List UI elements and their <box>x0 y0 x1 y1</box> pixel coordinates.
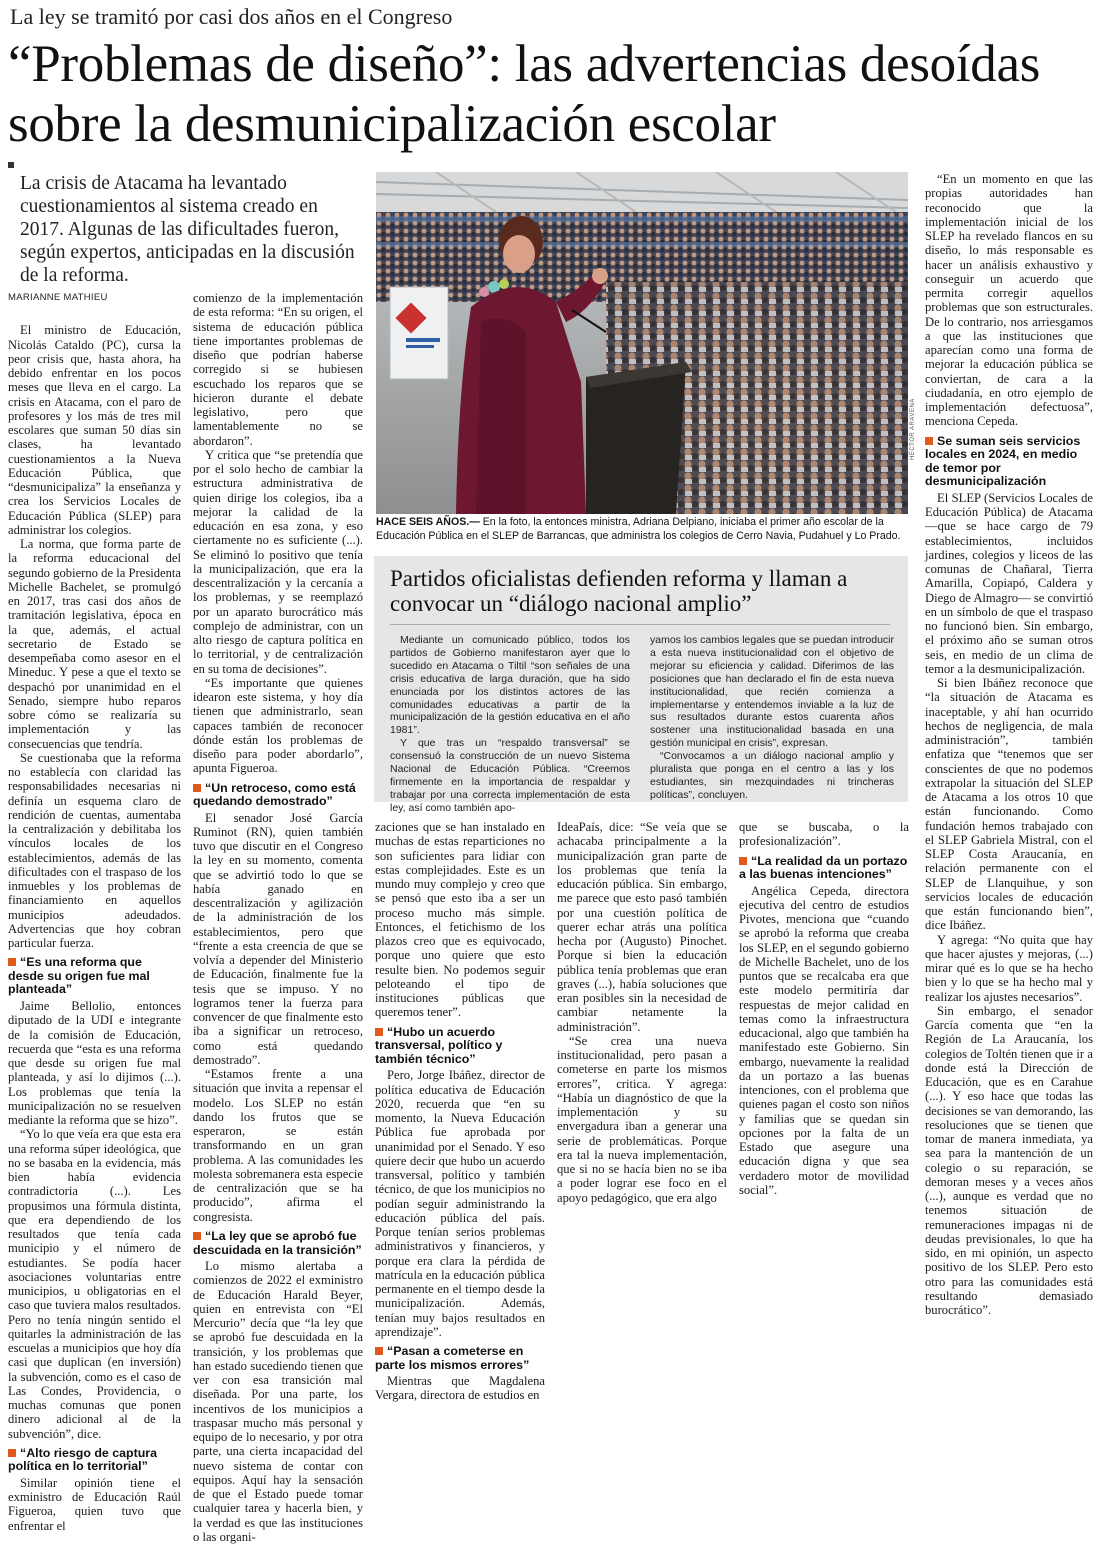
subheading: “Es una reforma que desde su origen fue mal planteada” <box>8 955 150 997</box>
section-square-icon <box>193 1232 201 1240</box>
article-kicker: La ley se tramitó por casi dos años en el Congreso <box>10 4 453 29</box>
column-2 <box>193 291 363 1544</box>
paragraph: Pero, Jorge Ibáñez, director de política educativa de Educación 2020, recuerda que “en su momento, la Nueva Educación Pública fue aprobada por unanimidad por el Senado. Y eso quiere decir que hubo un acuerdo transversal, político y también técnico, de que los municipios no podían seguir administrando la educación pública del país. Porque tenían serios problemas administrativos y financieros, y porque era clara la pérdida de matrícula en la educación pública permanente en el tiempo desde la municipalización. Además, tenían muy bajos resultados en aprendizaje”. <box>375 1068 545 1339</box>
photo-image <box>376 172 908 514</box>
photo-caption <box>376 516 906 543</box>
section-square-icon <box>8 1449 16 1457</box>
sidebar-column-right <box>650 634 894 802</box>
byline: MARIANNE MATHIEU <box>8 292 108 303</box>
subheading: “La realidad da un portazo a las buenas intenciones” <box>739 853 908 882</box>
sidebar-column-left <box>390 634 630 815</box>
subheading: “Pasan a cometerse en parte los mismos errores” <box>375 1344 530 1372</box>
paragraph: IdeaPaís, dice: “Se veía que se achacaba principalmente a la municipalización gran parte de los problemas que tenía la educación pública. Sin embargo, me parece que esto pasó también por una cuestión política de querer echar atrás una política hecha por (Augusto) Pinochet. Porque si bien la educación pública tenía problemas que eran graves (...), había soluciones que eran posibles sin la necesidad de cambiar netamente la administración”. <box>557 820 727 1034</box>
paragraph: que se buscaba, o la profesionalización”. <box>739 820 909 849</box>
paragraph: El senador José García Ruminot (RN), quien también tuvo que discutir en el Congreso la ley en su momento, comenta que se advirtió todo lo que se había ganado en descentralización y agilización de la administración de los establecimientos, pero que “frente a esta creencia de que se volvía a depender del Ministerio de Educación, finalmente fue la tesis que se impuso. Y no logramos tener la fuerza para convencer de que finalmente esto iba a significar un retroceso, como está quedando demostrado”. <box>193 810 363 1067</box>
section-square-icon <box>739 857 747 865</box>
paragraph: Mediante un comunicado público, todos los partidos de Gobierno manifestaron ayer que lo sucedido en Atacama o Tiltil “son señales de una crisis educativa de larga duración, que ha sido enunciada por los distintos actores de las comunidades educativas a partir de la municipalización de la gestión educativa en el año 1981”. <box>390 634 630 737</box>
subheading: “Un retroceso, como está quedando demostrado” <box>193 780 356 809</box>
paragraph: Angélica Cepeda, directora ejecutiva del centro de estudios Pivotes, menciona que “cuando se aprobó la reforma que creaba los SLEP, en el segundo gobierno de Michelle Bachelet, uno de los puntos que se recalcaba era que este modelo permitiría dar respuestas de mejor calidad en temas como la infraestructura educacional, algo que también ha manifestado este Gobierno. Sin embargo, nuevamente la realidad da un portazo a las buenas intenciones, con el problema que quienes pagan el costo son niños y familias que se quedan sin opciones por la falta de un Estado que asegure una educación digna y que sea verdadero motor de movilidad social”. <box>739 883 909 1197</box>
subheading: “La ley que se aprobó fue descuidada en la transición” <box>193 1228 362 1257</box>
column-5 <box>739 820 909 1197</box>
paragraph: Y critica que “se pretendía que por el solo hecho de cambiar la estructura administrativa de quien dirige los colegios, iba a mejorar la calidad de la educación en esa zona, y eso ciertamente no es suficiente (...). Se eliminó lo positivo que tenía la municipalización, que era la descentralización y la cercanía a los problemas, y se reemplazó por un aparato burocrático más complejo de administrar, con un alto riesgo de captura política en lo territorial, y de centralización en su toma de decisiones”. <box>193 447 363 676</box>
subheading: “Hubo un acuerdo transversal, político y también técnico” <box>375 1024 503 1066</box>
caption-lead: HACE SEIS AÑOS.— <box>376 516 480 528</box>
section-square-icon <box>925 437 933 445</box>
paragraph: La norma, que forma parte de la reforma educacional del segundo gobierno de la Presidenta Michelle Bachelet, se promulgó en 2017, tras casi dos años de tramitación legislativa, época en la que, además, el actual secretario de Estado se desempeñaba como asesor en el Mineduc. Y pese a que el texto se despachó por unanimidad en el Senado, siempre hubo reparos sobre cómo se realizaría su implementación y las consecuencias que tendría. <box>8 537 181 751</box>
paragraph: “En un momento en que las propias autoridades han reconocido que la implementación inicial de los SLEP ha revelado flancos en su diseño, lo más responsable es hacer un análisis exhaustivo y conseguir un acuerdo que permita corregir aquellos problemas que son estructurales. De lo contrario, nos arriesgamos a que las instituciones que aparecían como una forma de mejorar la educación pública se conviertan, de cara a la ciudadanía, en otro ejemplo de implementación defectuosa”, menciona Cepeda. <box>925 172 1093 429</box>
sidebar-divider <box>390 624 890 625</box>
paragraph: El SLEP (Servicios Locales de Educación Pública) de Atacama —que se hace cargo de 79 establecimientos, incluidos jardines, colegios y liceos de las comunas de Chañaral, Tierra Amarilla, Copiapó, Caldera y Diego de Almagro— se convirtió en un símbolo de que el traspaso no funcionó bien. Sin embargo, el próximo año se suman otros seis, en medio de un clima de temor a la desmunicipalización. <box>925 490 1093 676</box>
column-3 <box>375 820 545 1403</box>
paragraph: “Convocamos a un diálogo nacional amplio y pluralista que ponga en el centro a las y los estudiantes, sin mezquindades ni trincheras políticas”, concluyen. <box>650 750 894 801</box>
paragraph: Lo mismo alertaba a comienzos de 2022 el exministro de Educación Harald Beyer, quien en entrevista con “El Mercurio” decía que “la ley que se aprobó fue descuidada en la transición, y los problemas que han estado sucediendo tienen que ver con esa transición mal diseñada. Por una parte, los incentivos de los municipios a traspasar mucho más personal y equipo de lo necesario, y por otra parte, una cierta incapacidad del nuevo sistema de contar con equipos. Aquí hay la sensación de que el Estado puede tomar cualquier tarea y hacerla bien, y la verdad es que las instituciones o las organi- <box>193 1259 363 1544</box>
paragraph: “Es importante que quienes idearon este sistema, y hoy día tienen que administrarlo, sean capaces también de reconocer dónde están los problemas de diseño para poder abordarlo”, apunta Figueroa. <box>193 675 363 776</box>
column-4 <box>557 820 727 1205</box>
column-6 <box>925 172 1093 1317</box>
article-deck: La crisis de Atacama ha levantado cuestionamientos al sistema creado en 2017. Algunas de las dificultades fueron, según expertos, anticipadas en la discusión de la reforma. <box>20 173 355 286</box>
section-square-icon <box>193 784 201 792</box>
sidebar-title: Partidos oficialistas defienden reforma y llaman a convocar un “diálogo nacional amplio” <box>390 566 848 616</box>
photo-credit: HÉCTOR ARAVENA <box>910 398 916 460</box>
column-1 <box>8 291 181 1533</box>
paragraph: “Estamos frente a una situación que invita a repensar el modelo. Los SLEP no están dando los frutos que se esperaron, se están transformando en un gran problema. A las comunidades les molesta sobremanera esta especie de centralización que se ha producido”, afirma el congresista. <box>193 1067 363 1224</box>
caption-text: En la foto, la entonces ministra, Adriana Delpiano, iniciaba el primer año escolar de la Educación Pública en el SLEP de Barrancas, que administra los colegios de Cerro Navia, Pudahuel y Lo Prado. <box>376 516 901 542</box>
section-square-icon <box>375 1028 383 1036</box>
paragraph: “Yo lo que veía era que esta era una reforma súper ideológica, que no se basaba en la evidencia, más bien había evidencia contradictoria (...). Les propusimos una fórmula distinta, que era dependiendo de los resultados que tenía cada municipio y el número de estudiantes. Se podía hacer asociaciones voluntarias entre municipios, u obligatorias en el caso que tuviera malos resultados. Pero no tenía ningún sentido el quitarles la administración de las escuelas a municipios que hoy día casi que duplican (en inversión) la subvención, como es el caso de Las Condes, Providencia, o muchas comunas que ponen dinero adicional al de la subvención”, dice. <box>8 1127 181 1441</box>
paragraph: Se cuestionaba que la reforma no establecía con claridad las responsabilidades necesarias ni definía un esquema claro de rendición de cuentas, aumentaba la centralización y debilitaba los vínculos locales de los establecimientos, además de las dificultades con el traspaso de los inmuebles y los problemas de financiamiento en aquellos municipios adeudados. Advertencias que hoy cobran particular fuerza. <box>8 750 181 950</box>
paragraph: Si bien Ibáñez reconoce que “la situación de Atacama es inaceptable, y ahí han ocurrido hechos de negligencia, de mala administración”, también enfatiza que “tenemos que ser conscientes de que no podemos extrapolar la situación del SLEP de Atacama a los otros 10 que están funcionando. Como fundación hemos trabajado con el SLEP Gabriela Mistral, con el SLEP Costa Araucanía, en relación permanente con el SLEP de Llanquihue, y son servicios locales de educación que están funcionando bien”, dice Ibáñez. <box>925 676 1093 933</box>
paragraph: Similar opinión tiene el exministro de Educación Raúl Figueroa, quien tuvo que enfrentar el <box>8 1475 181 1533</box>
subheading: Se suman seis servicios locales en 2024, en medio de temor por desmunicipalización <box>925 433 1081 489</box>
paragraph: Y agrega: “No quita que hay que hacer ajustes y mejoras, (...) mirar qué es lo que se ha hecho bien y lo que se ha hecho mal y realizar los ajustes necesarios”. <box>925 932 1093 1004</box>
paragraph: El ministro de Educación, Nicolás Cataldo (PC), cursa la peor crisis que, hasta ahora, ha debido enfrentar en los pocos meses que lleva en el cargo. La crisis en Atacama, con el paro de profesores y los más de tres mil escolares que suman 50 días sin clases, ha levantado cuestionamientos a la Nueva Educación Pública, que “desmunicipaliza” la enseñanza y crea los Servicios Locales de Educación Pública (SLEP) para administrar los colegios. <box>8 323 181 537</box>
paragraph: Y que tras un “respaldo transversal” se consensuó la construcción de un nuevo Sistema Nacional de Educación Pública. “Creemos firmemente en la importancia de respaldar y trabajar por una correcta implementación de esta ley, así como también apo- <box>390 737 630 814</box>
subheading: “Alto riesgo de captura política en lo territorial” <box>8 1445 158 1474</box>
paragraph: Mientras que Magdalena Vergara, directora de estudios en <box>375 1374 545 1403</box>
section-square-icon <box>375 1347 383 1355</box>
deck-bullet <box>8 162 14 168</box>
event-photo <box>376 172 908 514</box>
section-square-icon <box>8 958 16 966</box>
article-headline: “Problemas de diseño”: las advertencias desoídas sobre la desmunicipalización escolar <box>8 35 1041 153</box>
paragraph: zaciones que se han instalado en muchas de estas reparticiones no son suficientes para lidiar con estas complejidades. Este es un mundo muy complejo y creo que se pensó que esto iba a ser un proceso mucho más simple. Entonces, el fetichismo de los plazos creo que es equivocado, porque uno quiere que esto resulte bien. No podemos seguir peloteando el tipo de instituciones públicas que queremos tener”. <box>375 820 545 1020</box>
paragraph: Sin embargo, el senador García comenta que “en la Región de La Araucanía, los colegios de Toltén tienen que ir a donde está la Dirección de Educación, que es en Carahue (...). Y eso hace que todas las decisiones se van demorando, las resoluciones que se tienen que tomar de manera inmediata, ya sea para la mantención de un colegio o su reparación, se demoran meses y a veces años (...), aunque es verdad que no tenemos situación de remuneraciones impagas ni de deudas previsionales, lo que ha sido, en mi opinión, un aspecto positivo de los SLEP. Pero esto otro para las comunidades está resultando demasiado burocrático”. <box>925 1003 1093 1318</box>
paragraph: comienzo de la implementación de esta reforma: “En su origen, el sistema de educación pública tiene importantes problemas de diseño que podrían haberse corregido si se hubiesen escuchado los reparos que se hicieron durante el debate legislativo, pero que lamentablemente no se abordaron”. <box>193 291 363 448</box>
paragraph: Jaime Bellolio, entonces diputado de la UDI e integrante de la comisión de Educación, recuerda que “esta es una reforma que desde su origen fue mal planteada, y así lo dijimos (...). Los problemas que tenía la municipalización no se resuelven mediante la reforma que se hizo”. <box>8 999 181 1128</box>
paragraph: “Se crea una nueva institucionalidad, pero pasan a cometerse en parte los mismos errores”, critica. Y agrega: “Había un diagnóstico de que la implementación y su envergadura iban a generar una serie de problemáticas. Porque era tal la nueva implementación, que si no se hacía bien no se iba a poder lograr ese foco en el apoyo pedagógico, que era algo <box>557 1033 727 1205</box>
paragraph: yamos los cambios legales que se puedan introducir a esta nueva institucionalidad con el objetivo de mejorar su eficiencia y calidad. Diferimos de las posiciones que han declarado el fin de esta nueva institucionalidad, que recién comienza a implementarse y entendemos inviable a la luz de sus resultados durante estos cuarenta años sostener una institucionalidad basada en una gestión municipal en crisis”, expresan. <box>650 634 894 750</box>
